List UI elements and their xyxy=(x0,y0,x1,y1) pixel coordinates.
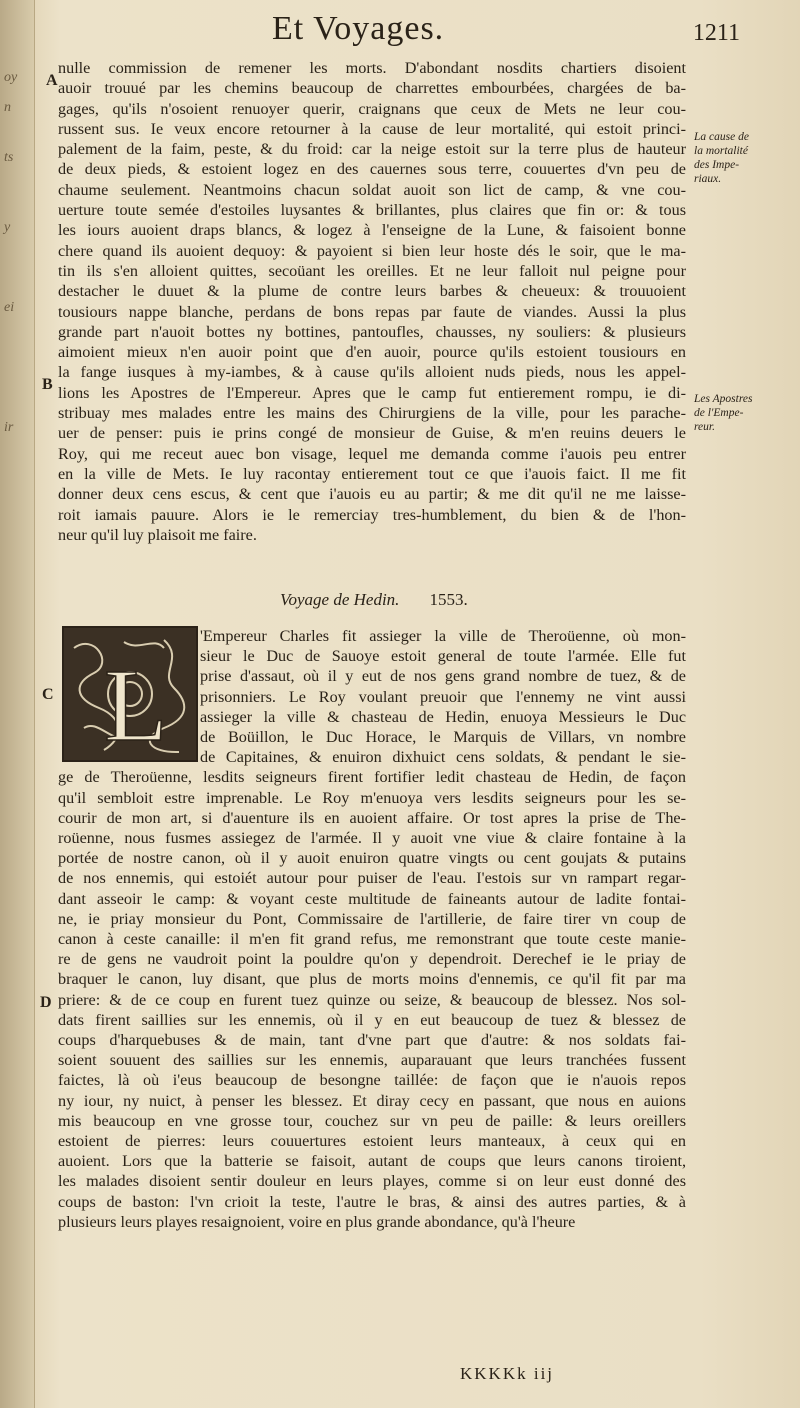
text-line: donner deux cens escus, & cent que i'auois eu au partir; & me dit qu'il ne me laisse- xyxy=(58,485,686,504)
facing-page-gutter: oy n ts y ei ir xyxy=(0,0,35,1408)
text-line: dant asseoir le camp: & voyant ceste multitude de faineants autour de ladite fontai- xyxy=(58,889,686,908)
margin-note-mortalite xyxy=(694,130,749,186)
paragraph-hedin xyxy=(58,626,686,1232)
text-line: les iours auoient draps blancs, & logez à l'enseigne de la Lune, & faisoient bonne xyxy=(58,221,686,240)
text-line: dats firent saillies sur les ennemis, où il y en eut beaucoup de tuez & blessez de xyxy=(58,1010,686,1029)
text-line: stribuay mes malades entre les mains des Chirurgiens de la ville, pour les parache- xyxy=(58,404,686,423)
text-line: qu'il sembloit estre imprenable. Le Roy m'enuoya vers lesdits seigneurs pour les se- xyxy=(58,788,686,807)
text-line: de Capitaines, & enuiron dixhuict cens soldats, & pendant le sie- xyxy=(200,748,686,767)
text-line: grande part n'auoit bottes ny bottines, pantoufles, chausses, ny souliers: & plusieurs xyxy=(58,322,686,341)
text-line: uer de penser: puis ie prins congé de monsieur de Guise, & m'en reuins deuers le xyxy=(58,424,686,443)
text-line: assieger la ville & chasteau de Hedin, enuoya Messieurs le Duc xyxy=(200,707,686,726)
section-heading xyxy=(280,590,468,610)
text-line: de deux pieds, & estoient logez en des cauernes sous terre, couuertes d'vn peu de xyxy=(58,160,686,179)
text-line: mis beaucoup en vne grosse tour, couchez sur vn peu de paille: & leurs oreillers xyxy=(58,1111,686,1130)
text-line: la fange iusques à my-iambes, & à cause qu'ils alloient nuds pieds, nous les appel- xyxy=(58,363,686,382)
text-line: Roy, qui me receut auec bon visage, lequel me demanda comme i'auois peu entrer xyxy=(58,444,686,463)
section-title: Voyage de Hedin. xyxy=(280,590,400,609)
text-line: roüenne, nous fusmes assiegez de l'armée. Il y auoit vne viue & claire fontaine à la xyxy=(58,829,686,848)
text-line: ny iour, ny nuict, à penser les blessez. Et diray cecy en passant, que nous en auions xyxy=(58,1091,686,1110)
margin-note-line: de l'Empe- xyxy=(694,407,744,419)
svg-text:L: L xyxy=(104,648,168,760)
text-line: priere: & de ce coup en furent tuez quinze ou seize, & beaucoup de blessez. Nos sol- xyxy=(58,990,686,1009)
text-line: roit iamais pauure. Alors ie le remerciay tres-humblement, du bien & de l'hon- xyxy=(58,505,686,524)
text-line: re de gens ne vaudroit point la pouldre qu'on y dependroit. Derechef ie le priay de xyxy=(58,950,686,969)
signature-mark: KKKKk iij xyxy=(460,1364,555,1383)
text-line: plusieurs leurs playes resaignoient, voire en plus grande abondance, qu'à l'heure xyxy=(58,1212,576,1231)
text-line: braquer le canon, luy disant, que plus de morts moins d'ennemis, ce qu'il fit par ma xyxy=(58,970,686,989)
text-line: de nos ennemis, qui estoiét autour pour puiser de l'eau. I'estois sur vn rampart regar- xyxy=(58,869,686,888)
text-line: estoient de pierres: leurs couuertures estoient leurs manteaux, à ceux qui en xyxy=(58,1132,686,1151)
section-letter-c: C xyxy=(42,686,54,703)
text-line: chere quand ils auoient dequoy: & payoient si bien leur hoste dés le soir, que le ma- xyxy=(58,241,686,260)
margin-note-apostres xyxy=(694,392,752,434)
text-line: sieur le Duc de Sauoye estoit general de toute l'armée. Elle fut xyxy=(200,647,686,666)
margin-note-line: reur. xyxy=(694,421,715,433)
text-line: tin ils s'en alloient quittes, secoüant les oreilles. Et ne leur falloit nul peigne pour xyxy=(58,261,686,280)
text-line: auoir trouué par les chemins beaucoup de charrettes embourbées, chargées de ba- xyxy=(58,79,686,98)
margin-note-line: riaux. xyxy=(694,173,722,185)
paragraph-metz xyxy=(58,58,686,545)
text-line: neur qu'il luy plaisoit me faire. xyxy=(58,525,257,544)
text-line: nulle commission de remener les morts. D'abondant nosdits chartiers disoient xyxy=(58,59,686,77)
text-line: portée de nostre canon, où il y auoit enuiron quatre vingts ou cent goujats & putains xyxy=(58,849,686,868)
text-line: russent sus. Ie veux encore retourner à la cause de leur mortalité, qui estoit princi- xyxy=(58,119,686,138)
text-line: prise d'assaut, où il y eut de nos gens grand nombre de tuez, & de xyxy=(200,667,686,686)
section-letter-d: D xyxy=(40,994,52,1011)
text-line: lions les Apostres de l'Empereur. Apres que le camp fut entierement rompu, ie di- xyxy=(58,383,686,402)
page-header xyxy=(40,10,790,52)
text-line: faictes, là où i'eus beaucoup de besongne taillée: de façon que ie n'auois repos xyxy=(58,1071,686,1090)
text-line: ge de Theroüenne, lesdits seigneurs firent fortifier ledit chasteau de Hedin, de façon xyxy=(58,768,686,787)
text-line: tousiours nappe blanche, perdans de bons repas par faute de viandes. Aussi la plus xyxy=(58,302,686,321)
text-line: coups d'harquebuses & de main, tant d'vne part que d'autre: & nos soldats fai- xyxy=(58,1031,686,1050)
text-line: gages, qu'ils n'osoient renuoyer querir, craignans que ceux de Mets ne leur cou- xyxy=(58,99,686,118)
text-line: canon à ceste canaille: il m'en fit grand refus, me remonstrant que toute ceste manie- xyxy=(58,930,686,949)
text-line: soient souuent des saillies sur les ennemis, auparauant que leurs tranchées fussent xyxy=(58,1051,686,1070)
text-line: les malades disoient sentir douleur en leurs playes, comme si on leur eust donné des xyxy=(58,1172,686,1191)
page-number: 1211 xyxy=(692,20,740,46)
margin-note-line: la mortalité xyxy=(694,145,748,157)
margin-note-line: Les Apostres xyxy=(694,393,753,405)
text-line: coups de baston: l'vn crioit la teste, l'autre le bras, & ainsi des autres parties, & à xyxy=(58,1192,686,1211)
text-line: palement de la faim, peste, & du froid: car la neige estoit sur la terre plus de hauteur xyxy=(58,140,686,159)
text-line: aimoient mieux n'en auoir point que d'en auoir, pource qu'ils estoient tousiours en xyxy=(58,343,686,362)
text-line: courir de mon art, si d'auenture ils en auoient affaire. Or tost apres la prise de The- xyxy=(58,808,686,827)
text-line: auoient. Lors que la batterie se faisoit, autant de coups que leurs canons tiroient, xyxy=(58,1152,686,1171)
text-line: ne, ie priay monsieur du Pont, Commissaire de l'artillerie, de faire tirer vn coup de xyxy=(58,909,686,928)
text-line: de Boüillon, le Duc Horace, le Marquis de Villars, vn nombre xyxy=(200,728,686,747)
section-year: 1553. xyxy=(429,590,468,609)
text-line: destacher le duuet & la plume de contre leurs barbes & cheueux: & trouuoient xyxy=(58,282,686,301)
margin-note-line: des Impe- xyxy=(694,159,740,171)
text-line: 'Empereur Charles fit assieger la ville de Theroüenne, où mon- xyxy=(200,627,686,645)
margin-note-line: La cause de xyxy=(694,131,749,143)
running-title: Et Voyages. xyxy=(272,10,445,47)
text-line: uerture toute semée d'estoiles luysantes & brillantes, plus claires que fin or: & tous xyxy=(58,201,686,220)
text-line: en la ville de Mets. Ie luy racontay entierement tout ce que i'auois faict. Il me fit xyxy=(58,464,686,483)
section-letter-b: B xyxy=(42,376,53,393)
text-line: prisonniers. Le Roy voulant preuoir que l'ennemy ne vint aussi xyxy=(200,687,686,706)
text-line: chaume seulement. Neantmoins chacun soldat auoit son lict de camp, & vne cou- xyxy=(58,180,686,199)
section-letter-a: A xyxy=(46,72,58,89)
